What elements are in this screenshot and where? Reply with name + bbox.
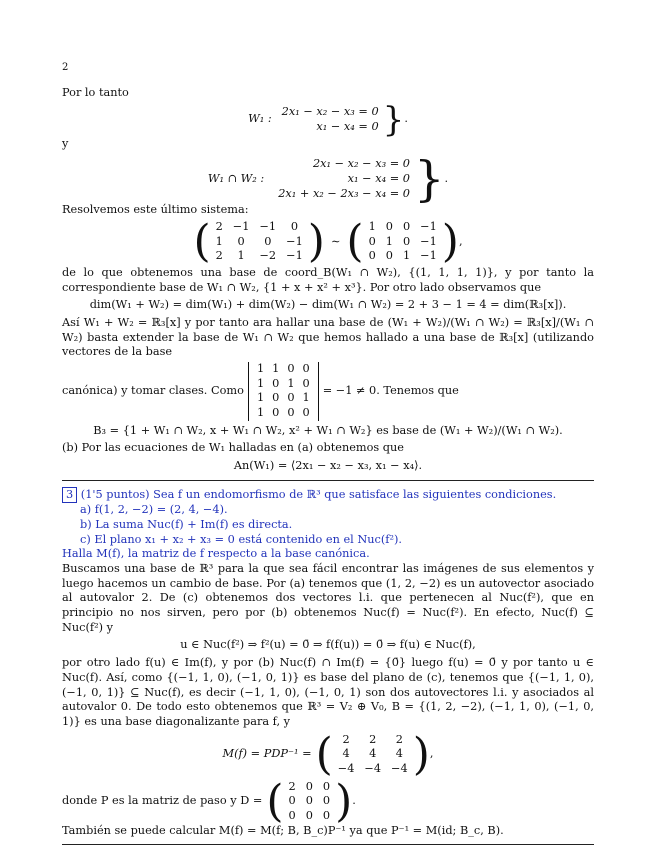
d-line: donde P es la matriz de paso y D = ( 2 0 0 0 0 0 0 0 0 ) . [62, 775, 356, 827]
w1-eq2: x₁ − x₄ = 0 [316, 119, 379, 133]
matrix-cell: 0 [305, 794, 313, 808]
paragraph-buscamos: Buscamos una base de ℝ³ para la que sea fácil encontrar las imágenes de sus elementos y luego hacemos un cambio de base. Por (a) tenemos que (1, 2, −2) es un autovector asociado al autovalor 2. De (c) obtenemos dos vectores l.i. que pertenecen al Nuc(f²), que en principio no nos sirven, pero por (b) obtenemos Nuc(f) = Nuc(f²). En efecto, Nuc(f) ⊆ Nuc(f²) y [62, 562, 594, 634]
matrix-cell: 2 [369, 732, 377, 746]
question-ask: Halla M(f), la matriz de f respecto a la base canónica. [62, 547, 370, 561]
paragraph-por-lo-tanto: Por lo tanto [62, 86, 129, 99]
matrix-cell: −1 [420, 220, 437, 234]
matrix-cell: 0 [302, 376, 310, 390]
matrix-cell: 2 [215, 220, 223, 234]
matrix-cell: 1 [256, 362, 265, 376]
an-equation: An(W₁) = ⟨2x₁ − x₂ − x₃, x₁ − x₄⟩. [233, 459, 423, 473]
matrix-cell: 0 [368, 249, 376, 263]
matrix-cell: −4 [337, 761, 355, 775]
matrix-d [284, 780, 336, 824]
matrix-cell: −1 [420, 249, 437, 263]
matrix-cell: −1 [286, 234, 303, 248]
matrix-cell: 1 [237, 249, 245, 263]
matrix-cell: 1 [368, 220, 376, 234]
w1w2-system: W₁ ∩ W₂ : 2x₁ − x₂ − x₃ = 0 x₁ − x₄ = 0 2x₁ + x₂ − 2x₃ − x₄ = 0 } . [207, 151, 449, 208]
divider-top [62, 480, 594, 481]
question-title: (1'5 puntos) Sea f un endomorfismo de ℝ³ que satisface las siguientes condiciones. [80, 487, 557, 501]
text-donde: donde P es la matriz de paso y D = [62, 794, 263, 808]
w1-system: W₁ : 2x₁ − x₂ − x₃ = 0 x₁ − x₄ = 0 } . [248, 99, 408, 140]
paragraph-tambien: También se puede calcular M(f) = M(f; B, B_c)P⁻¹ ya que P⁻¹ = M(id; B_c, B). [62, 823, 504, 837]
determinant-line [62, 362, 594, 421]
matrix-cell: 1 [272, 362, 280, 376]
matrix-reduction: ( 2 −1 −1 0 1 0 0 −1 2 1 −2 −1 ) ∼ ( 1 0 0 −1 0 1 0 −1 0 0 1 −1 ) , [193, 216, 463, 268]
matrix-cell: 0 [385, 220, 393, 234]
matrix-cell: 0 [322, 808, 331, 822]
paragraph-y: y [62, 136, 69, 150]
question-item: b) La suma Nuc(f) + Im(f) es directa. [80, 518, 293, 532]
question-item: c) El plano x₁ + x₂ + x₃ = 0 está contenido en el Nuc(f²). [80, 532, 402, 546]
matrix-cell: 2 [395, 732, 403, 746]
implication-equation: u ∈ Nuc(f²) ⇒ f²(u) = 0̄ ⇒ f(f(u)) = 0̄ ⇒ f(u) ∈ Nuc(f), [180, 638, 476, 652]
paragraph-b: (b) Por las ecuaciones de W₁ halladas en (a) obtenemos que [62, 441, 404, 455]
matrix-cell: 1 [215, 234, 223, 248]
w1-label: W₁ : [248, 112, 272, 126]
determinant [248, 362, 319, 421]
matrix-cell: 2 [342, 732, 350, 746]
matrix-cell: 1 [385, 234, 393, 248]
matrix-cell: −1 [232, 220, 250, 234]
paragraph-resolvemos: Resolvemos este último sistema: [62, 203, 249, 217]
matrix-cell: 0 [287, 391, 295, 405]
matrix-m [333, 733, 413, 777]
right-brace: } [382, 99, 405, 140]
matrix-cell: 0 [402, 234, 411, 248]
w1-eq1: 2x₁ − x₂ − x₃ = 0 [281, 105, 379, 118]
paragraph-asi: Así W₁ + W₂ = ℝ₃[x] y por tanto ara hallar una base de (W₁ + W₂)/(W₁ ∩ W₂) = ℝ₃[x]/(W₁ ∩ W₂) basta extender la base de W₁ ∩ W₂ que hemos hallado a una base de ℝ₃[x] (utilizando vectores de la base [62, 316, 594, 359]
question-number: 3 [62, 487, 77, 504]
matrix-cell: 0 [322, 779, 331, 793]
right-brace: } [413, 151, 445, 208]
matrix-cell: 1 [287, 376, 295, 390]
matrix-cell: 4 [369, 747, 377, 761]
matrix-cell: 1 [256, 376, 265, 390]
text-canonica: canónica) y tomar clases. Como [62, 384, 244, 398]
matrix-cell: −1 [420, 234, 437, 248]
matrix-cell: 0 [322, 794, 331, 808]
w1w2-eq3: 2x₁ + x₂ − 2x₃ − x₄ = 0 [278, 186, 410, 200]
matrix-cell: 1 [402, 249, 411, 263]
matrix-cell: 0 [288, 794, 296, 808]
matrix-cell: −4 [364, 761, 382, 775]
dim-equation: dim(W₁ + W₂) = dim(W₁) + dim(W₂) − dim(W₁ ∩ W₂) = 2 + 3 − 1 = 4 = dim(ℝ₃[x]). [89, 298, 567, 312]
tilde-sign: ∼ [330, 234, 341, 248]
matrix-cell: 4 [395, 747, 403, 761]
matrix-cell: 0 [237, 234, 245, 248]
matrix-cell: 0 [385, 249, 393, 263]
matrix-cell: 0 [290, 220, 299, 234]
mf-label: M(f) = PDP⁻¹ = [222, 747, 312, 761]
divider-bottom [62, 844, 594, 845]
question-items [62, 503, 594, 547]
matrix-cell: 0 [287, 406, 295, 420]
matrix-cell: 2 [215, 249, 223, 263]
matrix-cell: 0 [305, 779, 313, 793]
text-tenemos: = −1 ≠ 0. Tenemos que [322, 384, 459, 398]
matrix-cell: 0 [305, 808, 313, 822]
matrix-cell: 1 [256, 391, 265, 405]
matrix-a [211, 220, 308, 264]
matrix-cell: −2 [259, 249, 277, 263]
matrix-cell: 0 [368, 234, 376, 248]
w1w2-eq1: 2x₁ − x₂ − x₃ = 0 [312, 157, 410, 171]
b3-equation: B₃ = {1 + W₁ ∩ W₂, x + W₁ ∩ W₂, x² + W₁ ∩ W₂} es base de (W₁ + W₂)/(W₁ ∩ W₂). [93, 423, 563, 437]
matrix-cell: 0 [272, 376, 280, 390]
page-number: 2 [62, 62, 69, 73]
paragraph-base-interseccion: de lo que obtenemos una base de coord_B(W₁ ∩ W₂), {(1, 1, 1, 1)}, y por tanto la correspondiente base de W₁ ∩ W₂, {1 + x + x² + x³}. Por otro lado observamos que [62, 266, 594, 294]
matrix-cell: 0 [272, 406, 280, 420]
matrix-cell: 1 [302, 391, 310, 405]
matrix-cell: 2 [288, 779, 296, 793]
page-body [62, 60, 594, 851]
matrix-cell: 0 [287, 362, 295, 376]
matrix-cell: 0 [272, 391, 280, 405]
matrix-cell: 0 [264, 234, 272, 248]
matrix-cell: 4 [342, 747, 350, 761]
matrix-cell: 0 [288, 808, 296, 822]
matrix-cell: 0 [402, 220, 411, 234]
paragraph-por-otro-lado: por otro lado f(u) ∈ Im(f), y por (b) Nuc(f) ∩ Im(f) = {0̄} luego f(u) = 0̄ y por tanto u ∈ Nuc(f). Así, como {(−1, 1, 0), (−1, 0, 1)} es base del plano de (c), tenemos que {(−1, 1, 0), (−1, 0, 1)} ⊆ Nuc(f), es decir (−1, 1, 0), (−1, 0, 1) son dos autovectores l.i. y asociados al autovalor 0. De todo esto obtenemos que ℝ³ = V₂ ⊕ V₀, B = {(1, 2, −2), (−1, 1, 0), (−1, 0, 1)} es una base diagonalizante para f, y [62, 656, 594, 728]
question-3 [62, 487, 594, 562]
w1w2-eq2: x₁ − x₄ = 0 [347, 172, 410, 185]
matrix-cell: −1 [286, 249, 303, 263]
matrix-cell: −4 [391, 761, 408, 775]
matrix-cell: −1 [259, 220, 277, 234]
w1w2-label: W₁ ∩ W₂ : [207, 172, 265, 185]
mf-equation: M(f) = PDP⁻¹ = ( 2 2 2 4 4 4 −4 −4 −4 ) , [222, 728, 434, 780]
question-item: a) f(1, 2, −2) = (2, 4, −4). [80, 503, 228, 517]
matrix-b [364, 220, 442, 264]
matrix-cell: 0 [302, 362, 310, 376]
matrix-cell: 0 [302, 406, 310, 420]
matrix-cell: 1 [256, 406, 265, 420]
